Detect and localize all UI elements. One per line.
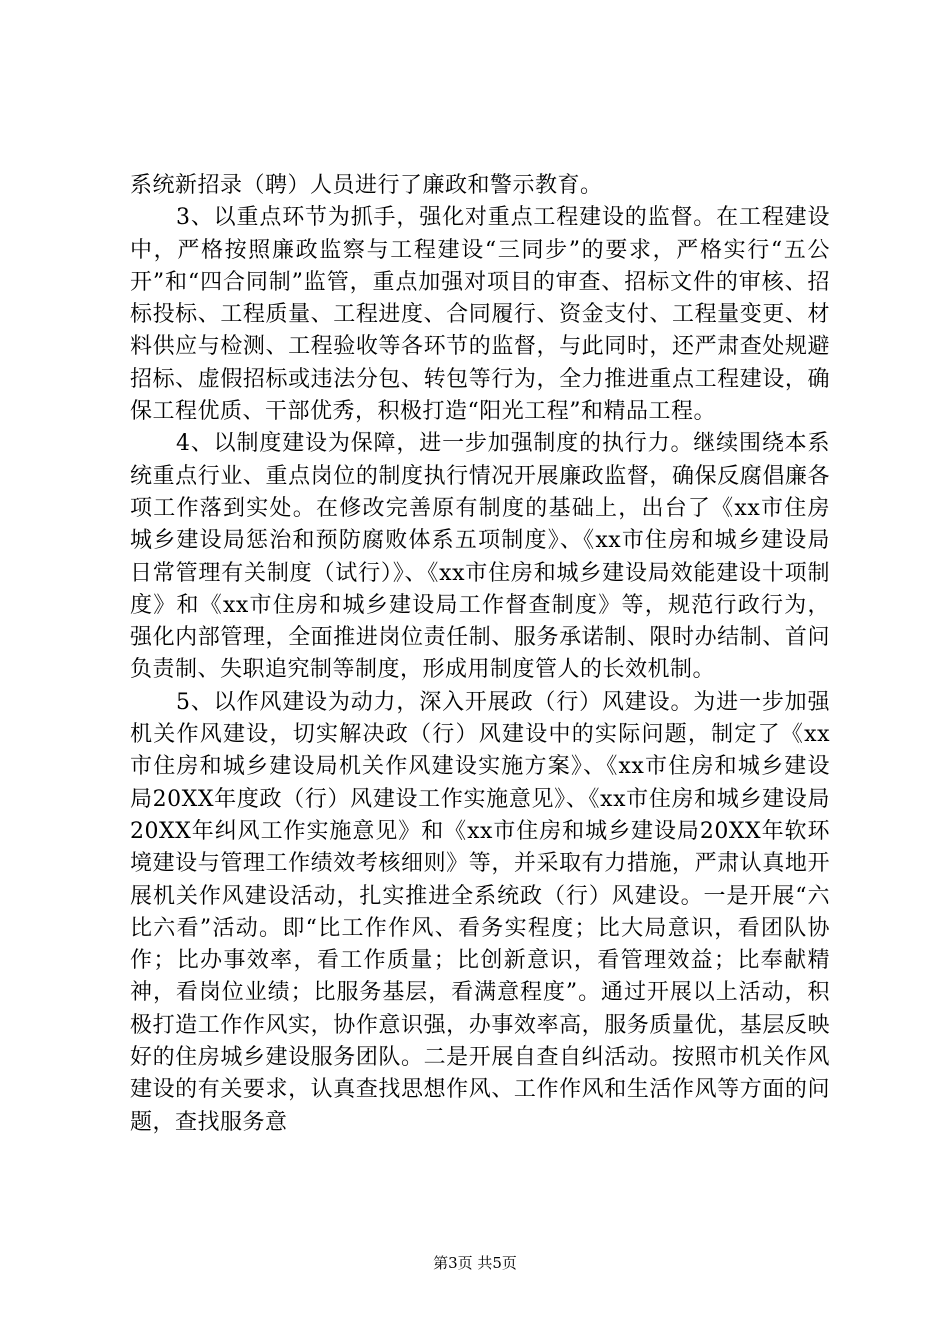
paragraph-continuation: 系统新招录（聘）人员进行了廉政和警示教育。 xyxy=(130,173,603,198)
paragraph-item-3: 3、以重点环节为抓手，强化对重点工程建设的监督。在工程建设中，严格按照廉政监察与工程建设“三同步”的要求，严格实行“五公开”和“四合同制”监管，重点加强对项目的审查、招标文件的审核、招标投标、工程质量、工程进度、合同履行、资金支付、工程量变更、材料供应与检测、工程验收等各环节的监督，与此同时，还严肃查处规避招标、虚假招标或违法分包、转包等行为，全力推进重点工程建设，确保工程优质、干部优秀，积极打造“阳光工程”和精品工程。 xyxy=(130,205,830,425)
paragraph-item-4: 4、以制度建设为保障，进一步加强制度的执行力。继续围绕本系统重点行业、重点岗位的制度执行情况开展廉政监督，确保反腐倡廉各项工作落到实处。在修改完善原有制度的基础上，出台了《xx市住房城乡建设局惩治和预防腐败体系五项制度》、《xx市住房和城乡建设局日常管理有关制度（试行）》、《xx市住房和城乡建设局效能建设十项制度》和《xx市住房和城乡建设局工作督查制度》等，规范行政行为，强化内部管理，全面推进岗位责任制、服务承诺制、限时办结制、首问负责制、失职追究制等制度，形成用制度管人的长效机制。 xyxy=(130,431,830,683)
page-footer: 第3页 共5页 xyxy=(433,1254,517,1272)
paragraph-item-5: 5、以作风建设为动力，深入开展政（行）风建设。为进一步加强机关作风建设，切实解决政（行）风建设中的实际问题，制定了《xx市住房和城乡建设局机关作风建设实施方案》、《xx市住房和城乡建设局20XX年度政（行）风建设工作实施意见》、《xx市住房和城乡建设局20XX年纠风工作实施意见》和《xx市住房和城乡建设局20XX年软环境建设与管理工作绩效考核细则》等，并采取有力措施，严肃认真地开展机关作风建设活动，扎实推进全系统政（行）风建设。一是开展“六比六看”活动。即“比工作作风、看务实程度；比大局意识，看团队协作；比办事效率，看工作质量；比创新意识，看管理效益；比奉献精神，看岗位业绩；比服务基层，看满意程度”。通过开展以上活动，积极打造工作作风实，协作意识强，办事效率高，服务质量优，基层反映好的住房城乡建设服务团队。二是开展自查自纠活动。按照市机关作风建设的有关要求，认真查找思想作风、工作作风和生活作风等方面的问题，查找服务意 xyxy=(130,689,830,1135)
document-body xyxy=(130,170,830,1139)
